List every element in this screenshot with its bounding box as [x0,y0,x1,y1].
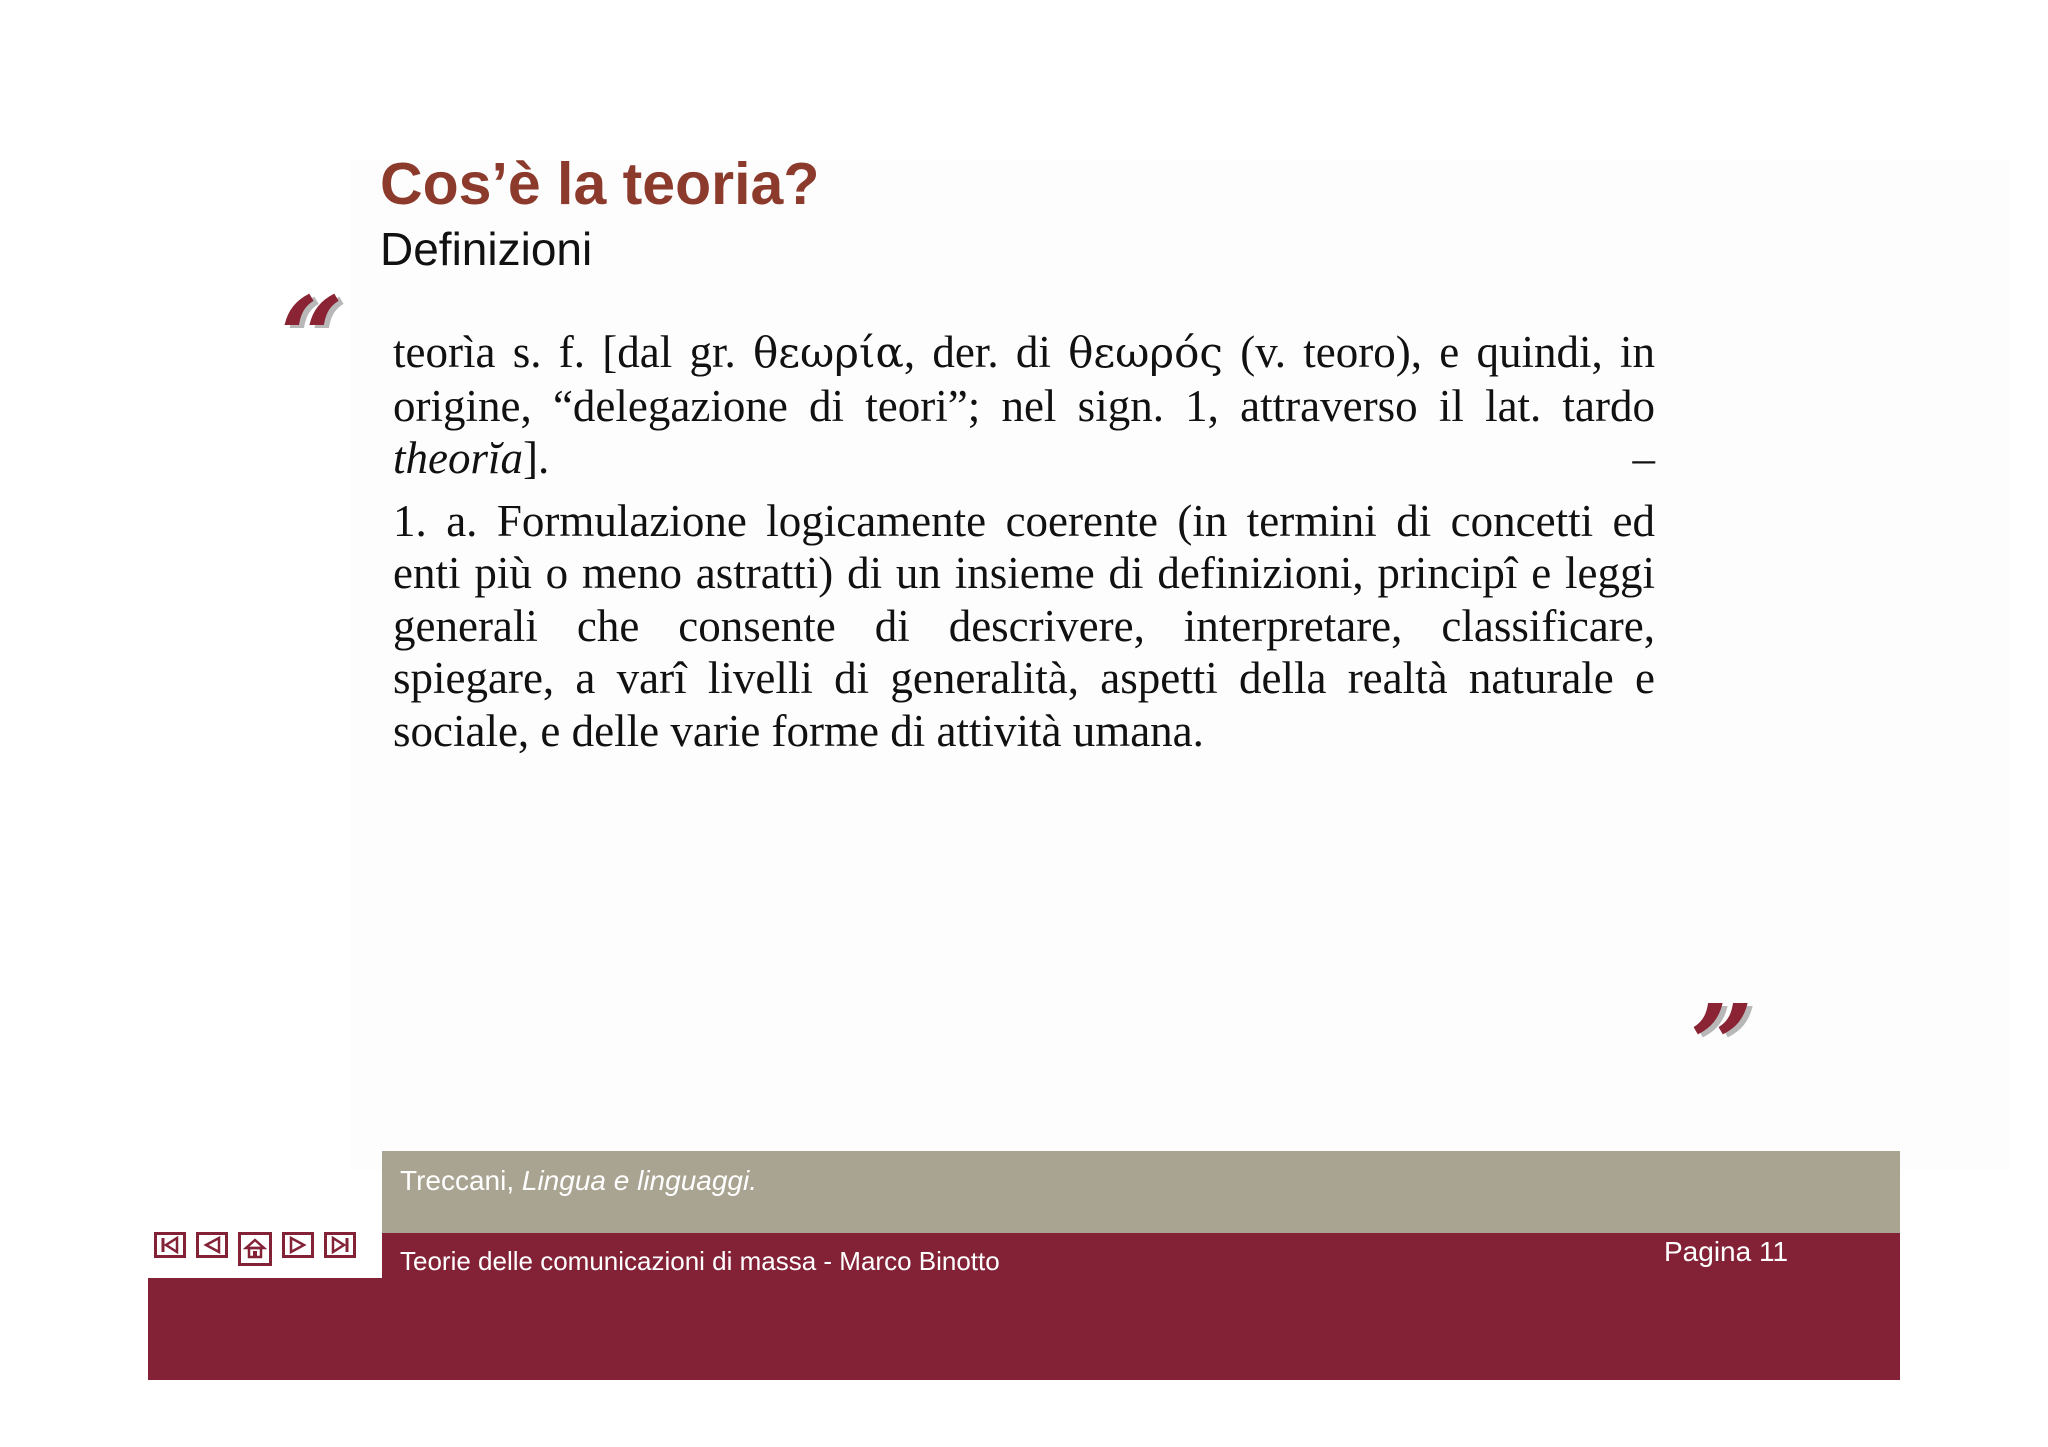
greek-word-theoria: θεωρία [753,328,904,377]
home-icon[interactable] [238,1232,272,1266]
source-work: Lingua e linguaggi. [521,1165,757,1196]
source-author: Treccani, [400,1165,515,1196]
etymology-paragraph [393,326,1655,485]
slide-navigation [154,1228,356,1262]
footer-course-title: Teorie delle comunicazioni di massa - Marco Binotto [400,1246,1000,1276]
source-citation [400,1165,757,1197]
first-page-icon[interactable] [154,1232,186,1258]
greek-word-theoros: θεωρός [1068,328,1223,377]
slide-subtitle: Definizioni [380,223,593,275]
etymology-text-4: ]. – [523,433,1655,483]
definition-quote [393,326,1655,767]
slide-title: Cos’è la teoria? [380,151,820,217]
open-quote-icon: “ [280,272,344,401]
definition-paragraph: 1. a. Formulazione logicamente coerente (in termini di concetti ed enti più o meno astratti) di un insieme di definizioni, principî e leggi generali che consente di descrivere, interpretare, classificare, spiegare, a varî livelli di generalità, aspetti della realtà naturale e sociale, e delle varie forme di attività umana. [393,495,1655,756]
next-page-icon[interactable] [282,1232,314,1258]
etymology-text-2: , der. di [903,327,1051,377]
etymology-text-1: teorìa s. f. [dal gr. [393,327,736,377]
previous-page-icon[interactable] [196,1232,228,1258]
etymology-text-3: (v. teoro), e quindi, in origine, “delegazione di teori”; nel sign. 1, attraverso il lat. tardo [393,327,1656,431]
source-bar [382,1151,1900,1233]
last-page-icon[interactable] [324,1232,356,1258]
close-quote-icon: ” [1690,980,1754,1109]
latin-word-theoria: theorĭa [393,433,523,483]
page-number: Pagina 11 [1664,1236,1789,1267]
